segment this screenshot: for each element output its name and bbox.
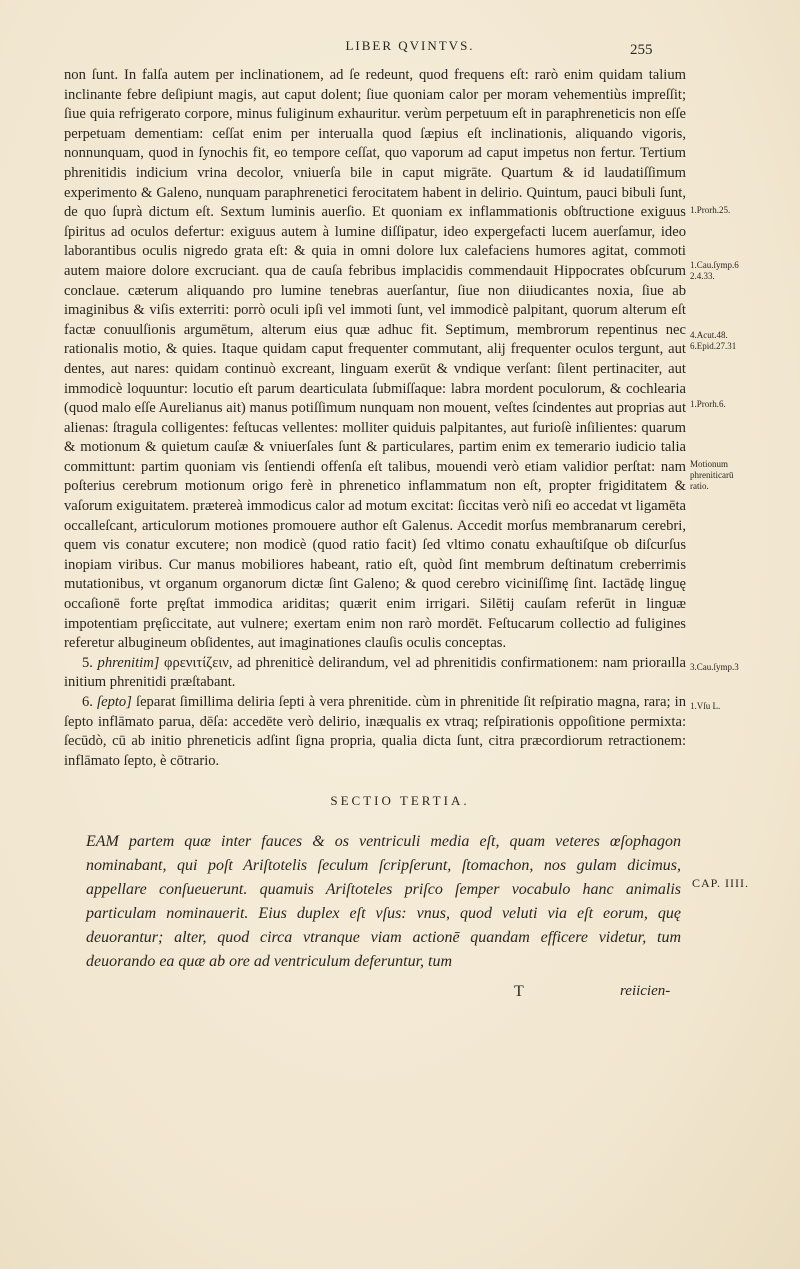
note-text: ad phreniticè delirandum, vel ad phrenitidis confirmationem: nam prioraılla initium phrenitidi præſtabant. [64, 654, 686, 691]
note-5 [64, 654, 686, 693]
chapter-label: CAP. IIII. [692, 876, 749, 890]
note-number: 5. [82, 654, 93, 671]
marginal-note: 1.Vſu L. [690, 701, 721, 711]
note-greek: φρενιτίζειν, [164, 654, 233, 671]
section-title: SECTIO TERTIA. [330, 793, 470, 808]
catchword: reiicien- [620, 983, 671, 999]
marginal-note: 1.Cau.ſymp.6 2.4.33. [690, 260, 739, 281]
section-text: EAM partem quæ inter fauces & os ventriculi media eſt, quam veteres œſophagon nominabant, qui poſt Ariſtotelis ſeculum ſcripſerunt, ſtomachon, nos gulam dicimus, appellare conſueuerunt. quamuis Ariſtoteles priſco ſemper vocabulo hanc animalis particulam nominauerit. Eius duplex eſt vſus: vnus, quod veluti via eſt eorum, quę deuorantur; alter, quod circa vtranque viam actionē quandam efficere videtur, tum deuorando ea quæ ab ore ad ventriculum deferuntur, tum [86, 833, 681, 970]
marginal-note: 1.Prorh.6. [690, 399, 726, 409]
marginal-note: 1.Prorh.25. [690, 205, 731, 215]
page-number: 255 [630, 42, 653, 58]
marginal-note: 4.Acut.48. 6.Epid.27.31 [690, 330, 737, 351]
signature-mark: T [514, 983, 524, 1000]
note-lemma: phrenitim] [97, 654, 160, 671]
running-head: LIBER QVINTVS. [345, 38, 475, 53]
note-lemma: ſepto] [97, 694, 132, 710]
marginal-note: 3.Cau.ſymp.3 [690, 662, 739, 672]
note-number: 6. [82, 694, 93, 710]
note-text: ſeparat ſimillima deliria ſepti à vera phrenitide. cùm in phrenitide ſit reſpiratio magna, rara; in ſepto inflāmato parua, dēſa: accedēte verò delirio, inæqualis ex vtraq; reſpirationis oppoſitione permixta: ſecūdò, cū ab initio phreneticis adſint ſigna propria, qualia dicta ſunt, citra præcordiorum retractionem: inflāmato ſepto, è cōtrario. [64, 694, 686, 769]
body-paragraph: non ſunt. In falſa autem per inclinationem, ad ſe redeunt, quod frequens eſt: rarò enim quidam talium inclinante febre deſipiunt magis, aut caput dolent; ſiue quoniam calor per moram vehementiùs impreſſit; ſiue quia refrigerato corpore, minus fuliginum exhauritur. verùm perpetuum eſt in paraphreneticis non eſſe perpetuam dementiam: ceſſat enim per interualla quod ſæpius eſt inclinationis, aliquando vigoris, nonnunquam, quod in ſynochis fit, eo tempore ceſſat, quo vaporum ad caput impetus non fertur. Tertium phrenitidis indicium vrina decolor, vniuerſa bile in caput migrāte. Quartum & id laudatiſſimum experimento & Galeno, nunquam paraphrenetici ferocitatem habent in delirio. Quintum, pauci bibuli ſunt, de quo ſuprà dictum eſt. Sextum luminis auerſio. Et quoniam ex inflammationis obſtructione exiguus ſpiritus ad oculos defertur: exiguus autem à lumine diſſipatur, ideo expergefacti lucem auerſamur, ideo laborantibus oculis nigredo grata eſt: & quia in omni dolore lux calefaciens humores agitat, commoti autem maiore dolore excruciant. qua de cauſa febribus implacidis commendauit Hippocrates obſcurum conclaue. cæterum aliquando pro lumine tenebras auerſantur, ſiue non diiudicantes noxia, ſiue ab imaginibus & viſis exterriti: porrò oculi ipſi vel immoti ſunt, vel immodicè palpitant, quorum alterum eſt factæ conuulſionis argumētum, alterum eius quæ adhuc fit. Septimum, membrorum repentinus nec rationalis motio, & quies. Itaque quidam caput frequenter commutant, alij frequenter oculos tergunt, aut dentes, aut nares: quidam continuò excreant, linguam exerūt & vndique verſant: ſilent pertinaciter, aut immodicè loquuntur: locutio eſt parum dearticulata ſubmiſſaque: labra mordent poculorum, & cochlearia (quod malo eſſe Aurelianus ait) manus potiſſimum nunquam non mouent, veſtes ſcindentes aut proprias aut alienas: ſtragula colligentes: feſtucas vellentes: molliter quiduis palpitantes, aut furioſè inſilientes: quarum & motionum & quietum cauſæ & vniuerſales ſunt & particulares, partim enim ex temerario iudicio talia committunt: partim quoniam vis ſentiendi offenſa eſt talibus, mouendi verò etiam validior perſtat: nam poſterius cerebrum motionum origo ferè in phrenetico inflammatum non eſt, propter frigiditatem & vaſorum exiguitatem. prætereà immodicus calor ad motum excitat: ſiccitas verò niſi eo accedat vt ligamēta occalleſcant, articulorum motiones promouere author eſt Galenus. Accedit morſus membranarum cerebri, quem vis conatur excutere; non modicè (quod ratio facit) ſed vltimo conatu exhauſtiſque ob diſcurſus inopiam viribus. Cur manus mobiliores habeant, ratio eſt, quòd ſint membrum deſtinatum creberrimis mutationibus, vt organum organorum dictæ ſint Galeno; & quod cerebro viciniſſimę ſint. Iactādę linguę occaſionē forte pręſtat immodica ariditas; quærit enim irrigari. Silētij cauſam referūt in linguæ impotentiam pręſiccitate, aut vulnere; exertam enim non rarò mordēt. Feſtucarum collectio ad fuligines referetur albugineum obſidentes, aut imaginationes clauſis oculis conceptas. [64, 67, 686, 652]
main-text-block [64, 66, 686, 771]
note-6 [64, 693, 686, 771]
marginal-note: Motionum phreniticarū ratio. [690, 459, 734, 491]
